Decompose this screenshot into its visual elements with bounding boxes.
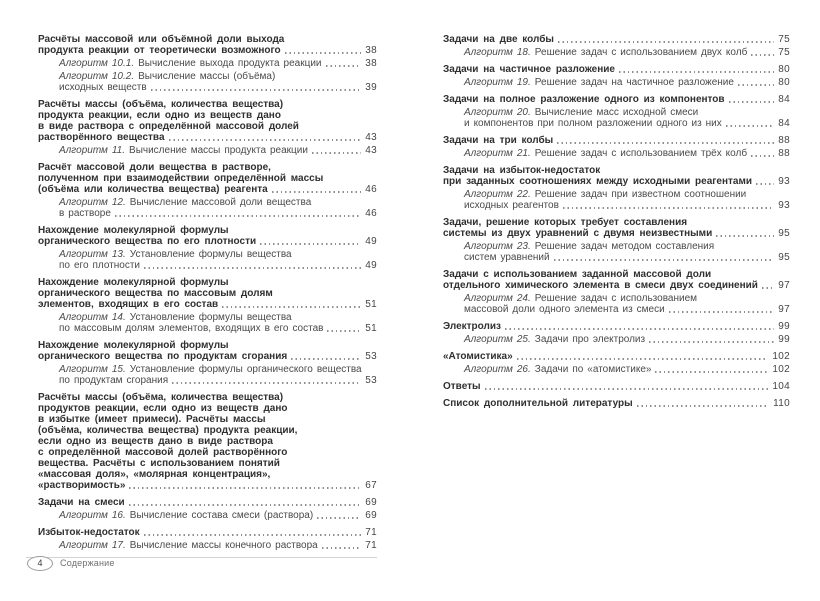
toc-subentry [38, 312, 377, 334]
toc-title-line: Нахождение молекулярной формулы [38, 225, 229, 236]
toc-title-row [443, 135, 790, 146]
toc-sub-line [59, 540, 377, 551]
toc-sub-line [59, 249, 377, 260]
toc-entry [38, 277, 377, 334]
dotted-leader [322, 547, 362, 549]
toc-title-line: Задачи на частичное разложение [443, 64, 615, 75]
toc-sub-text: Задачи про электролиз [534, 334, 646, 345]
toc-title-row [443, 176, 790, 187]
dotted-leader [762, 287, 774, 289]
page-number: 53 [365, 375, 377, 386]
algorithm-label: Алгоритм 20. [464, 107, 531, 118]
algorithm-label: Алгоритм 10.1. [59, 58, 135, 69]
toc-sub-line [59, 58, 377, 69]
toc-sub-text: Решение задач методом составления [534, 241, 715, 252]
page-number: 46 [365, 184, 377, 195]
toc-title-line: Расчёты массы (объёма, количества вещества) [38, 99, 284, 110]
toc-subentry [443, 107, 790, 129]
toc-title-row [443, 34, 790, 45]
toc-title-row [443, 228, 790, 239]
dotted-leader [505, 328, 774, 330]
dotted-leader [716, 235, 774, 237]
toc-subentry [38, 58, 377, 69]
toc-title-line: продукта реакции от теоретически возможного [38, 45, 281, 56]
footer-section-label: Содержание [60, 558, 115, 568]
page-number: 71 [365, 540, 377, 551]
toc-sub-text: Вычисление массы конечного раствора [129, 540, 318, 551]
toc-sub-line [464, 241, 790, 252]
toc-title-row [443, 398, 790, 409]
dotted-leader [327, 330, 361, 332]
toc-title-line: Задачи на полное разложение одного из компонентов [443, 94, 725, 105]
toc-column-right [443, 34, 790, 551]
toc-title-line: продукта реакции, если одно из веществ дано [38, 110, 281, 121]
algorithm-label: Алгоритм 19. [464, 77, 531, 88]
toc-title-line: органического вещества по его плотности [38, 236, 257, 247]
page-number: 97 [778, 304, 790, 315]
toc-title-line: Задачи на избыток-недостаток [443, 165, 601, 176]
toc-title-line: (объёма или количества вещества) реагента [38, 184, 268, 195]
dotted-leader [517, 358, 769, 360]
toc-sub-line [59, 312, 377, 323]
toc-entry [38, 99, 377, 156]
dotted-leader [272, 191, 362, 193]
algorithm-label: Алгоритм 16. [59, 510, 126, 521]
toc-subentry [443, 364, 790, 375]
toc-subentry [443, 77, 790, 88]
dotted-leader [144, 267, 361, 269]
toc-sub-line [464, 77, 790, 88]
toc-sub-text: в растворе [59, 208, 111, 219]
toc-subentry [443, 189, 790, 211]
dotted-leader [649, 341, 774, 343]
page-number: 102 [772, 364, 790, 375]
toc-title-row [38, 236, 377, 247]
page-number: 88 [778, 148, 790, 159]
toc-entry [443, 64, 790, 88]
dotted-leader [129, 504, 362, 506]
toc-title-line: Расчёты массы (объёма, количества вещества) [38, 392, 284, 403]
dotted-leader [312, 152, 361, 154]
toc-title-line: с определённой массовой долей растворённого [38, 447, 288, 458]
algorithm-label: Алгоритм 22. [464, 189, 531, 200]
page-number: 102 [772, 351, 790, 362]
toc-subentry [38, 249, 377, 271]
dotted-leader [558, 41, 774, 43]
toc-title-line: Избыток-недостаток [38, 527, 140, 538]
toc-sub-line [464, 293, 790, 304]
toc-sub-text: Решение задач с использованием двух колб [534, 47, 748, 58]
toc-title-row [38, 527, 377, 538]
toc-entry [443, 217, 790, 263]
dotted-leader [563, 207, 774, 209]
toc-subentry [443, 334, 790, 345]
toc-sub-text: и компонентов при полном разложении одного из них [464, 118, 722, 129]
toc-title-line: полученном при взаимодействии определённой массы [38, 173, 324, 184]
algorithm-label: Алгоритм 26. [464, 364, 531, 375]
algorithm-label: Алгоритм 15. [59, 364, 126, 375]
toc-sub-text: Решение задач с использованием [534, 293, 698, 304]
dotted-leader [169, 139, 362, 141]
page-number: 99 [778, 321, 790, 332]
dotted-leader [285, 52, 362, 54]
toc-subentry [38, 71, 377, 93]
toc-sub-text: исходных реагентов [464, 200, 559, 211]
page-number: 110 [773, 398, 790, 409]
toc-title-line: отдельного химического элемента в смеси двух соединений [443, 280, 758, 291]
page-number: 84 [778, 94, 790, 105]
toc-sub-text: Вычисление массы продукта реакции [129, 145, 308, 156]
toc-title-line: Задачи на две колбы [443, 34, 554, 45]
dotted-leader [317, 517, 361, 519]
toc-entry [443, 34, 790, 58]
toc-title-line: системы из двух уравнений с двумя неизвестными [443, 228, 713, 239]
toc-entry [38, 162, 377, 219]
page-number: 69 [365, 510, 377, 521]
algorithm-label: Алгоритм 17. [59, 540, 126, 551]
toc-entry [443, 321, 790, 345]
toc-sub-line [464, 334, 790, 345]
toc-title-line: органического вещества по продуктам сгорания [38, 351, 288, 362]
toc-title-row [443, 321, 790, 332]
algorithm-label: Алгоритм 18. [464, 47, 531, 58]
page-number: 80 [778, 64, 790, 75]
algorithm-label: Алгоритм 23. [464, 241, 531, 252]
toc-sub-text: Вычисление состава смеси (раствора) [129, 510, 314, 521]
toc-title-line: продуктов реакции, если одно из веществ дано [38, 403, 288, 414]
toc-title-row [38, 299, 377, 310]
dotted-leader [326, 65, 362, 67]
toc-title-row [443, 94, 790, 105]
page-number: 43 [365, 145, 377, 156]
toc-title-line: «растворимость» [38, 480, 126, 491]
toc-sub-text: Установление формулы вещества [129, 312, 292, 323]
toc-subentry [38, 540, 377, 551]
page-number: 99 [778, 334, 790, 345]
toc-entry [38, 392, 377, 491]
page-number: 67 [365, 480, 377, 491]
dotted-leader [619, 71, 774, 73]
page-number: 95 [778, 252, 790, 263]
toc-title-row [38, 184, 377, 195]
page-number-badge: 4 [27, 556, 53, 571]
toc-title-line: Задачи на три колбы [443, 135, 554, 146]
dotted-leader [144, 534, 362, 536]
toc-title-row [38, 480, 377, 491]
toc-subentry [38, 510, 377, 521]
page-number: 93 [778, 200, 790, 211]
toc-entry [38, 497, 377, 521]
dotted-leader [554, 259, 775, 261]
page-number: 84 [778, 118, 790, 129]
toc-sub-text: Решение задач с использованием трёх колб [534, 148, 748, 159]
toc-subentry [38, 197, 377, 219]
toc-title-line: (объёма, количества вещества) продукта реакции, [38, 425, 298, 436]
page-number: 95 [778, 228, 790, 239]
toc-sub-line [59, 82, 377, 93]
toc-sub-line [464, 47, 790, 58]
page-number: 71 [365, 527, 377, 538]
toc-sub-line [59, 197, 377, 208]
toc-title-row [38, 132, 377, 143]
toc-sub-line [59, 364, 377, 375]
dotted-leader [260, 243, 361, 245]
toc-title-line: Нахождение молекулярной формулы [38, 277, 229, 288]
toc-title-line: Нахождение молекулярной формулы [38, 340, 229, 351]
toc-sub-line [59, 208, 377, 219]
page-number: 75 [778, 34, 790, 45]
toc-sub-line [59, 510, 377, 521]
toc-title-line: «массовая доля», «молярная концентрация», [38, 469, 271, 480]
dotted-leader [115, 215, 361, 217]
toc-title-line: Список дополнительной литературы [443, 398, 633, 409]
toc-column-left [38, 34, 377, 551]
toc-title-line: при заданных соотношениях между исходными реагентами [443, 176, 753, 187]
page-number: 53 [365, 351, 377, 362]
dotted-leader [756, 183, 774, 185]
toc-subentry [443, 241, 790, 263]
toc-sub-text: массовой доли одного элемента из смеси [464, 304, 665, 315]
toc-sub-line [464, 148, 790, 159]
toc-title-row [443, 280, 790, 291]
toc-title-line: органического вещества по массовым долям [38, 288, 273, 299]
toc-entry [38, 527, 377, 551]
toc-title-line: в избытке (имеет примеси). Расчёты массы [38, 414, 266, 425]
toc-sub-line [59, 375, 377, 386]
toc-title-line: элементов, входящих в его состав [38, 299, 219, 310]
toc-sub-text: исходных веществ [59, 82, 147, 93]
toc-entry [443, 398, 790, 409]
dotted-leader [751, 54, 774, 56]
toc-title-line: Электролиз [443, 321, 501, 332]
page-number: 39 [365, 82, 377, 93]
dotted-leader [669, 311, 775, 313]
toc-sub-line [59, 260, 377, 271]
toc-sub-text: Задачи по «атомистике» [534, 364, 652, 375]
toc-sub-line [464, 252, 790, 263]
algorithm-label: Алгоритм 25. [464, 334, 531, 345]
dotted-leader [291, 358, 361, 360]
page-number: 43 [365, 132, 377, 143]
dotted-leader [172, 382, 361, 384]
dotted-leader [557, 142, 774, 144]
toc-title-line: в виде раствора с определённой массовой долей [38, 121, 299, 132]
toc-subentry [443, 47, 790, 58]
toc-title-line: Ответы [443, 381, 481, 392]
toc-sub-text: Вычисление массы (объёма) [138, 71, 276, 82]
dotted-leader [222, 306, 361, 308]
toc-title-line: вещества. Расчёты с использованием понятий [38, 458, 280, 469]
toc-columns [38, 34, 790, 551]
dotted-leader [637, 405, 770, 407]
dotted-leader [726, 125, 775, 127]
toc-sub-text: по массовым долям элементов, входящих в его состав [59, 323, 324, 334]
dotted-leader [655, 371, 768, 373]
page-number: 88 [778, 135, 790, 146]
toc-title-row [443, 381, 790, 392]
algorithm-label: Алгоритм 11. [59, 145, 126, 156]
page-number: 97 [778, 280, 790, 291]
toc-sub-text: Решение задач на частичное разложение [534, 77, 734, 88]
toc-entry [443, 381, 790, 392]
toc-entry [443, 165, 790, 211]
page-number: 51 [365, 299, 377, 310]
toc-subentry [443, 293, 790, 315]
dotted-leader [738, 84, 774, 86]
dotted-leader [151, 89, 362, 91]
toc-sub-text: Вычисление масс исходной смеси [534, 107, 699, 118]
algorithm-label: Алгоритм 24. [464, 293, 531, 304]
toc-entry [443, 269, 790, 315]
toc-sub-line [464, 107, 790, 118]
toc-title-row [38, 45, 377, 56]
toc-entry [38, 340, 377, 386]
toc-title-line: если одно из веществ дано в виде раствора [38, 436, 273, 447]
toc-entry [38, 34, 377, 93]
page-number: 46 [365, 208, 377, 219]
toc-title-line: Задачи, решение которых требует составления [443, 217, 688, 228]
toc-title-line: Расчёты массовой или объёмной доли выхода [38, 34, 285, 45]
dotted-leader [729, 101, 775, 103]
toc-sub-text: Решение задач при известном соотношении [534, 189, 747, 200]
algorithm-label: Алгоритм 10.2. [59, 71, 135, 82]
page-number: 38 [365, 45, 377, 56]
toc-subentry [38, 145, 377, 156]
toc-sub-line [464, 118, 790, 129]
toc-title-line: Задачи с использованием заданной массовой доли [443, 269, 712, 280]
toc-entry [443, 94, 790, 129]
page-number: 80 [778, 77, 790, 88]
toc-sub-line [464, 200, 790, 211]
dotted-leader [129, 487, 361, 489]
page-number: 49 [365, 260, 377, 271]
toc-sub-text: по продуктам сгорания [59, 375, 169, 386]
toc-title-line: Расчёт массовой доли вещества в растворе, [38, 162, 271, 173]
toc-sub-text: Установление формулы органического вещества [129, 364, 362, 375]
toc-title-row [38, 497, 377, 508]
toc-title-row [443, 64, 790, 75]
toc-subentry [38, 364, 377, 386]
algorithm-label: Алгоритм 12. [59, 197, 126, 208]
toc-sub-text: систем уравнений [464, 252, 550, 263]
toc-sub-text: Вычисление массовой доли вещества [129, 197, 312, 208]
page-number: 75 [778, 47, 790, 58]
toc-sub-line [59, 145, 377, 156]
toc-sub-text: Установление формулы вещества [129, 249, 292, 260]
page-number: 69 [365, 497, 377, 508]
toc-sub-line [464, 364, 790, 375]
algorithm-label: Алгоритм 14. [59, 312, 126, 323]
algorithm-label: Алгоритм 21. [464, 148, 531, 159]
toc-sub-text: Вычисление выхода продукта реакции [138, 58, 322, 69]
toc-title-line: растворённого вещества [38, 132, 165, 143]
toc-title-line: «Атомистика» [443, 351, 513, 362]
page-number: 38 [365, 58, 377, 69]
algorithm-label: Алгоритм 13. [59, 249, 126, 260]
toc-sub-line [59, 323, 377, 334]
toc-sub-line [59, 71, 377, 82]
toc-sub-line [464, 189, 790, 200]
toc-sub-text: по его плотности [59, 260, 141, 271]
toc-title-row [38, 351, 377, 362]
toc-entry [443, 351, 790, 375]
toc-entry [443, 135, 790, 159]
page-number: 49 [365, 236, 377, 247]
page-number: 51 [365, 323, 377, 334]
toc-entry [38, 225, 377, 271]
toc-sub-line [464, 304, 790, 315]
page-number: 93 [778, 176, 790, 187]
dotted-leader [485, 388, 769, 390]
toc-subentry [443, 148, 790, 159]
dotted-leader [751, 155, 774, 157]
toc-title-line: Задачи на смеси [38, 497, 125, 508]
page-number: 104 [772, 381, 790, 392]
toc-title-row [443, 351, 790, 362]
